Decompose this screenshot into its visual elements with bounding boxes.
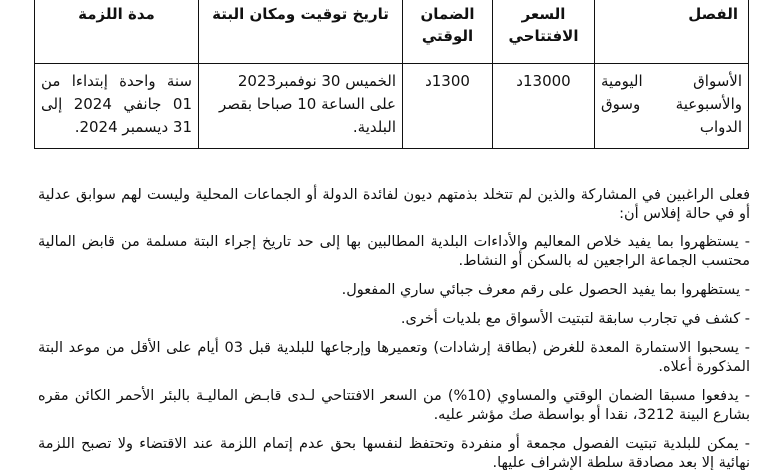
condition-item: - كشف في تجارب سابقة لتبتيت الأسواق مع بلديات أخرى. xyxy=(400,311,750,327)
condition-item: - يمكن للبلدية تبتيت الفصول مجمعة أو منفردة وتحتفظ لنفسها بحق عدم إتمام اللزمة عند الاقتضاء ولا تصبح اللزمة نهائية إلا بعد مصادقة سلطة الإشراف عليها. xyxy=(38,436,750,470)
header-duration: مدة اللزمة xyxy=(35,0,199,64)
condition-item: - يستظهروا بما يفيد الحصول على رقم معرف جبائي ساري المفعول. xyxy=(341,282,750,298)
header-guarantee: الضمان الوقتي xyxy=(403,0,493,64)
auction-table xyxy=(34,0,749,149)
cell-duration: سنة واحدة إبتداءا من 01 جانفي 2024 إلى 31 ديسمبر 2024. xyxy=(35,64,199,149)
table-row xyxy=(35,64,749,149)
table-header-row xyxy=(35,0,749,64)
header-opening-price: السعر الافتتاحي xyxy=(493,0,595,64)
condition-item: - يسحبوا الاستمارة المعدة للغرض (بطاقة إرشادات) وتعميرها وإرجاعها للبلدية قبل 03 أيام على الأقل من موعد البتة المذكورة أعلاه. xyxy=(38,340,750,375)
cell-lot: الأسواق اليومية والأسبوعية وسوق الدواب xyxy=(595,64,749,149)
condition-item: - يستظهروا بما يفيد خلاص المعاليم والأداءات البلدية المطالبين بها إلى حد تاريخ إجراء البتة مسلمة من قابض المالية محتسب الجماعة الراجعين له بالسكن أو النشاط. xyxy=(38,234,750,269)
header-lot: الفصل xyxy=(595,0,749,64)
conditions-text xyxy=(38,186,750,470)
condition-item: - يدفعوا مسبقا الضمان الوقتي والمساوي (10%) من السعر الافتتاحي لـدى قابـض الماليـة بالبئر الأحمر الكائن مقره بشارع البينة 3212، نقدا أو بواسطة صك مؤشر عليه. xyxy=(38,388,751,423)
time-place-line: على الساعة 10 صباحا بقصر البلدية. xyxy=(219,95,396,136)
header-date-place: تاريخ توقيت ومكان البتة xyxy=(199,0,403,64)
date-line: الخميس 30 نوفمبر2023 xyxy=(237,72,396,90)
intro-paragraph: فعلى الراغبين في المشاركة والذين لم تتخلد بذمتهم ديون لفائدة الدولة أو الجماعات المحلية وليست لهم سوابق عدلية أو في حالة إفلاس أن: xyxy=(38,187,750,222)
cell-date-place xyxy=(199,64,403,149)
cell-guarantee: 1300د xyxy=(403,64,493,149)
cell-opening-price: 13000د xyxy=(493,64,595,149)
